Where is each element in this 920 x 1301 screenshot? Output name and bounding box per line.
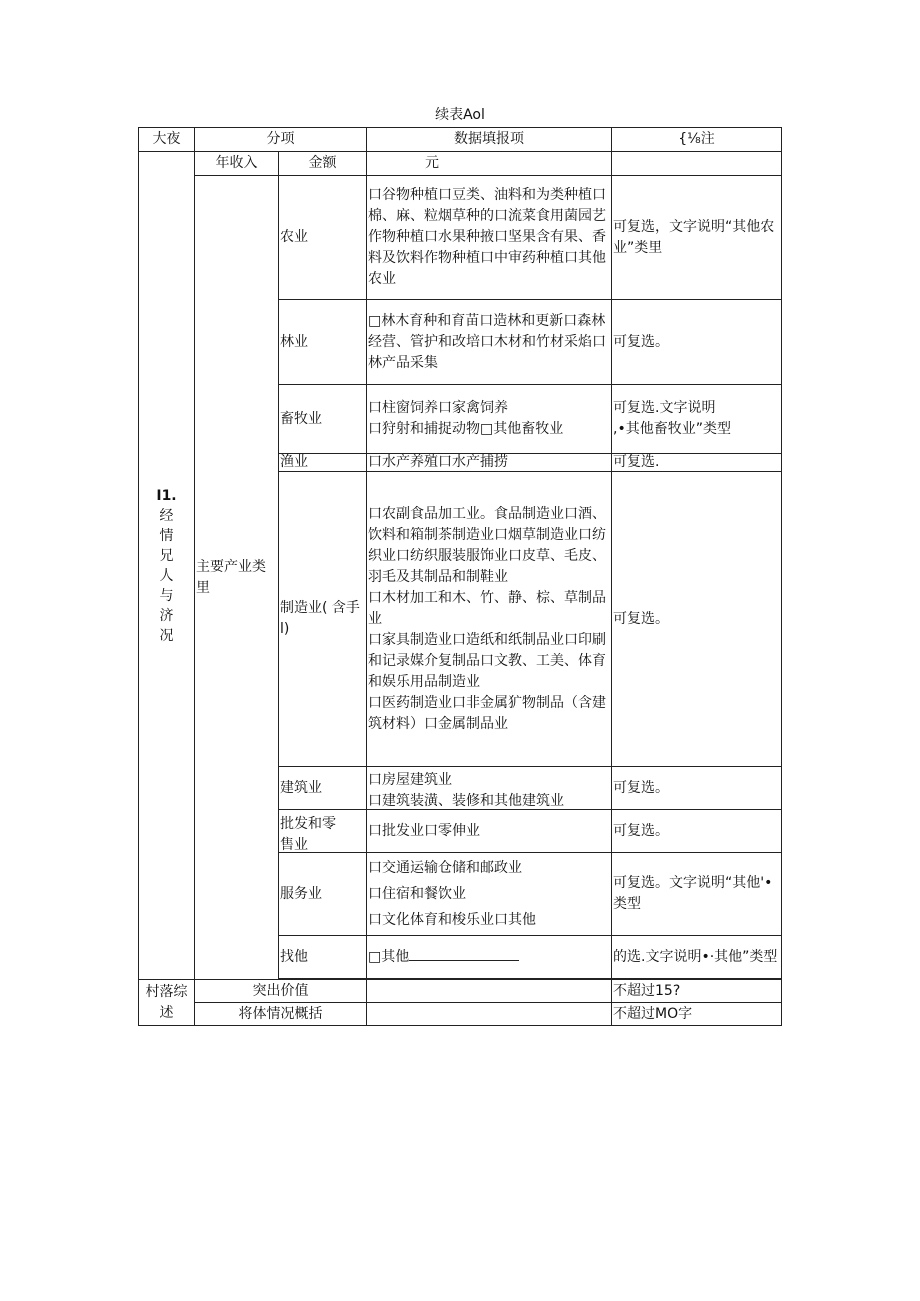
section-label-char: 情 [159,527,174,544]
village-summary-label: 村落综述 [139,980,195,1026]
header-subitem: 分项 [195,128,367,152]
industry-note: 可复选，文字说明“其他农业”类里 [612,176,782,300]
income-unit-field[interactable] [367,152,612,176]
industry-note: 可复选。文字说明“其他'•类型 [612,853,782,936]
amount-label: 金额 [279,152,367,176]
option-line: 口房屋建筑业 [368,772,452,788]
income-row [139,152,782,176]
industry-note: 可复选. [612,454,782,472]
industry-note: 可复选。 [612,300,782,385]
industry-options[interactable]: 口水产养殖口水产捕捞 [367,454,612,472]
option-line: 口木材加工和木、竹、静、棕、草制品业 [368,589,606,627]
industry-note: 的选.文字说明•·其他”类型 [612,936,782,979]
data-table [138,127,782,1026]
header-row [139,128,782,152]
industry-options[interactable]: □林木育种和育苗口造林和更新口森林经营、管护和改培口木材和竹材采焰口林产品采集 [367,300,612,385]
industry-note [612,385,782,454]
industry-options[interactable]: 口谷物种植口豆类、油料和为类种植口棉、麻、粒烟草种的口流菜食用菌园艺作物种植口水果种掖口坚果含有果、香料及饮料作物种植口中审药种植口其他农业 [367,176,612,300]
industry-name: 找他 [279,936,367,979]
main-industry-label: 主要产业类里 [195,176,279,980]
section-label-cell [139,152,195,980]
industry-note: 可复选。 [612,472,782,767]
industry-name-cell [279,810,367,853]
section-id: I1. [156,487,177,504]
section-label-char: 济 [159,607,174,624]
header-data-field: 数据填报项 [367,128,612,152]
summary-item-label: 将体情况概括 [195,1003,367,1026]
summary-row-overview [139,1003,782,1026]
option-other: □其他 [368,948,410,965]
summary-item-note: 不超过15? [612,980,782,1003]
option-line: 口柱窗饲养口家禽饲养 [368,400,508,416]
section-label-char: 人 [159,567,174,584]
industry-options[interactable] [367,767,612,810]
industry-row-agriculture [139,176,782,300]
industry-name: 制造业( 含手l) [279,472,367,767]
industry-options[interactable] [367,472,612,767]
other-fill-blank[interactable] [409,948,519,961]
section-label-char: 与 [159,587,174,604]
option-line: 口家具制造业口造纸和纸制品业口印刷和记录媒介复制品口文教、工美、体育和娱乐用品制造业 [368,631,606,690]
option-line: 口住宿和餐饮业 [368,886,466,902]
header-category: 大夜 [139,128,195,152]
summary-item-note: 不超过MO字 [612,1003,782,1026]
income-unit: 元 [425,155,439,171]
industry-options[interactable] [367,385,612,454]
income-label: 年收入 [195,152,279,176]
industry-name: 畜牧业 [279,385,367,454]
industry-options[interactable] [367,853,612,936]
option-line: 口建筑装潢、装修和其他建筑业 [368,793,564,809]
section-label-char: 兄 [159,547,174,564]
option-line: 口交通运输仓储和邮政业 [368,860,522,876]
industry-options[interactable]: 口批发业口零伸业 [367,810,612,853]
industry-name: 服务业 [279,853,367,936]
option-line: 口医药制造业口非金属犷物制品（含建筑材料）口金属制品业 [368,694,606,732]
section-label-char: 况 [159,627,174,644]
header-note: {⅛注 [612,128,782,152]
summary-row-value [139,980,782,1003]
summary-item-field[interactable] [367,980,612,1003]
note-line: ,•其他畜牧业”类型 [613,421,731,437]
option-line: 口农副食品加工业。食品制造业口酒、饮料和箱制茶制造业口烟草制造业口纺织业口纺织服装服饰业口皮草、毛皮、羽毛及其制品和制鞋业 [368,505,606,585]
industry-name: 农业 [279,176,367,300]
industry-note: 可复选。 [612,810,782,853]
option-line: 口文化体育和梭乐业口其他 [368,912,536,928]
section-label-char: 经 [159,507,174,524]
industry-name: 林业 [279,300,367,385]
note-line: 可复选.文字说明 [613,400,716,416]
industry-name: 批发和零售业 [280,816,336,853]
summary-item-label: 突出价值 [195,980,367,1003]
option-line: 口狩射和捕捉动物□其他畜牧业 [368,421,564,437]
income-note [612,152,782,176]
industry-options[interactable] [367,936,612,979]
table-caption: 续表Aol [435,107,485,123]
summary-item-field[interactable] [367,1003,612,1026]
industry-name: 建筑业 [279,767,367,810]
industry-name: 渔业 [279,454,367,472]
industry-note: 可复选。 [612,767,782,810]
